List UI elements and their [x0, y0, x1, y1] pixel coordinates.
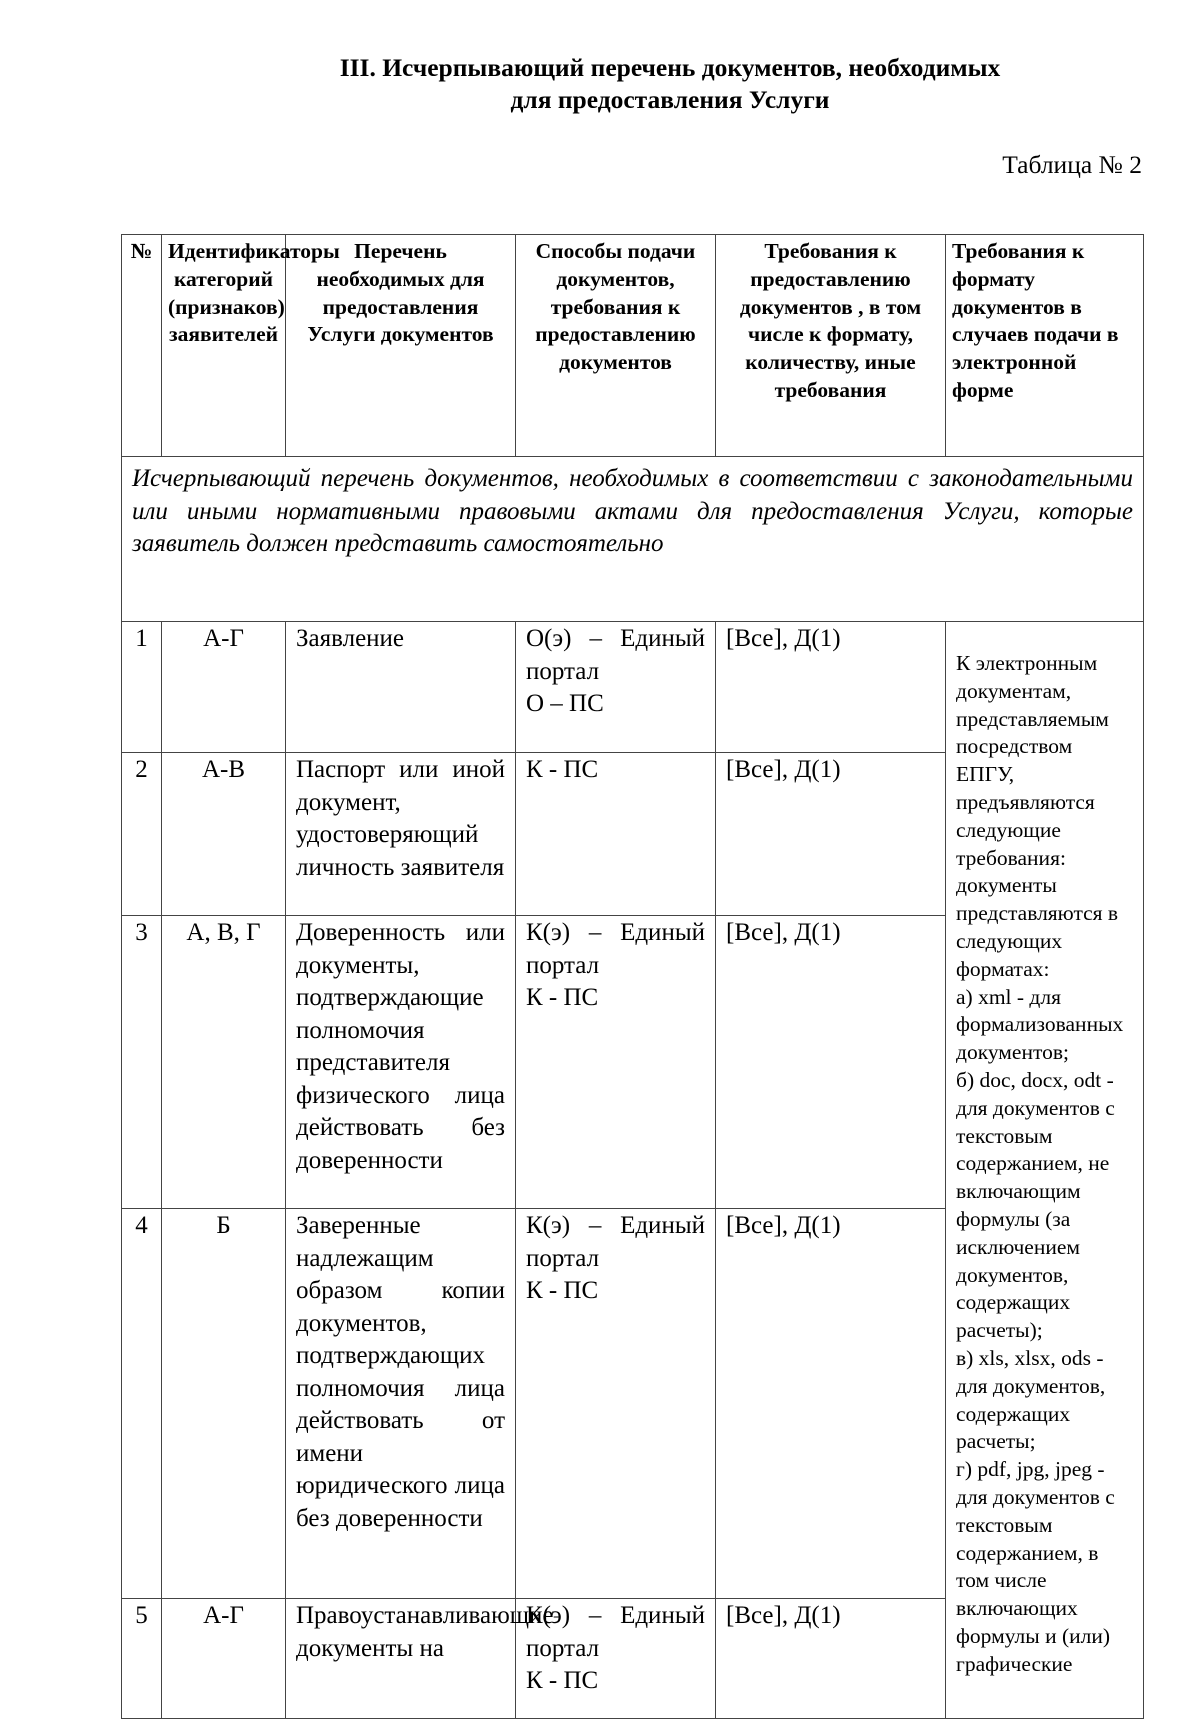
- method-line: К - ПС: [526, 756, 599, 783]
- header-requirements: Требования к предоставлению документов , в том числе к формату, количеству, иные требования: [716, 235, 946, 457]
- row-document: Доверенность или документы, подтверждающие полномочия представителя физического лица действовать без доверенности: [286, 916, 516, 1209]
- header-methods: Способы подачи документов, требования к предоставлению документов: [516, 235, 716, 457]
- row-method: [516, 1209, 716, 1599]
- table-row: [122, 622, 1144, 753]
- row-requirement: [Все], Д(1): [716, 1599, 946, 1719]
- format-item: в) xls, xlsx, ods - для документов, содержащих расчеты;: [956, 1345, 1106, 1454]
- method-line: К(э) – Единый портал: [526, 1602, 705, 1662]
- header-num: №: [122, 235, 162, 457]
- row-document: Правоустанавливающие документы на: [286, 1599, 516, 1719]
- row-document: Паспорт или иной документ, удостоверяющий личность заявителя: [286, 753, 516, 916]
- header-format: Требования к формату документов в случаев подачи в электронной форме: [946, 235, 1144, 457]
- method-line: К - ПС: [526, 1277, 599, 1304]
- row-method: [516, 622, 716, 753]
- row-requirement: [Все], Д(1): [716, 622, 946, 753]
- row-method: [516, 753, 716, 916]
- row-number: 1: [122, 622, 162, 753]
- method-line: О – ПС: [526, 690, 604, 717]
- documents-table: [121, 234, 1144, 1719]
- row-requirement: [Все], Д(1): [716, 753, 946, 916]
- format-item: а) xml - для формализованных документов;: [956, 984, 1124, 1065]
- section-description: Исчерпывающий перечень документов, необходимых в соответствии с законодательными или иными нормативными правовыми актами для предоставления Услуги, которые заявитель должен представить самостоятельно: [122, 457, 1144, 622]
- format-intro: К электронным документам, представляемым посредством ЕПГУ, предъявляются следующие требования: документы представляются в следующих форматах:: [956, 651, 1119, 981]
- row-category: А-Г: [162, 1599, 286, 1719]
- method-line: К - ПС: [526, 984, 599, 1011]
- row-category: А-Г: [162, 622, 286, 753]
- row-document: Заверенные надлежащим образом копии документов, подтверждающих полномочия лица действовать от имени юридического лица без доверенности: [286, 1209, 516, 1599]
- section-title: [200, 52, 1140, 116]
- method-line: К - ПС: [526, 1667, 599, 1694]
- row-number: 2: [122, 753, 162, 916]
- format-item: г) pdf, jpg, jpeg - для документов с текстовым содержанием, в том числе включающих формулы и (или) графические: [956, 1457, 1115, 1676]
- format-item: б) doc, docx, odt - для документов с текстовым содержанием, не включающим формулы (за исключением документов, содержащих расчеты);: [956, 1067, 1115, 1343]
- row-category: А-В: [162, 753, 286, 916]
- row-document: Заявление: [286, 622, 516, 753]
- header-ids: Идентификаторы категорий (признаков) заявителей: [162, 235, 286, 457]
- header-docs: Перечень необходимых для предоставления Услуги документов: [286, 235, 516, 457]
- row-category: А, В, Г: [162, 916, 286, 1209]
- method-line: О(э) – Единый портал: [526, 625, 705, 685]
- row-number: 4: [122, 1209, 162, 1599]
- row-category: Б: [162, 1209, 286, 1599]
- method-line: К(э) – Единый портал: [526, 919, 705, 979]
- row-method: [516, 1599, 716, 1719]
- title-line-1: III. Исчерпывающий перечень документов, необходимых: [339, 53, 1001, 82]
- section-row: [122, 457, 1144, 622]
- row-requirement: [Все], Д(1): [716, 916, 946, 1209]
- title-line-2: для предоставления Услуги: [510, 85, 830, 114]
- method-line: К(э) – Единый портал: [526, 1212, 705, 1272]
- row-requirement: [Все], Д(1): [716, 1209, 946, 1599]
- table-number: Таблица № 2: [1002, 150, 1142, 179]
- format-requirements: [946, 622, 1144, 1719]
- row-method: [516, 916, 716, 1209]
- row-number: 5: [122, 1599, 162, 1719]
- row-number: 3: [122, 916, 162, 1209]
- table-header-row: [122, 235, 1144, 457]
